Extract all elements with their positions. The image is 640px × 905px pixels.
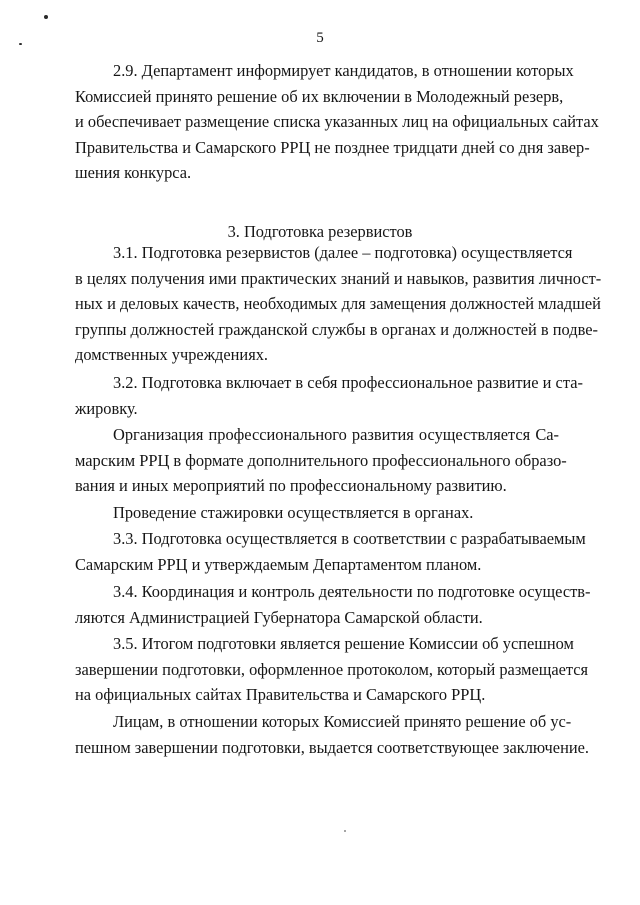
scan-speck	[44, 15, 48, 19]
text-line: 2.9. Департамент информирует кандидатов, в отношении которых	[113, 61, 574, 80]
paragraph-3-5	[75, 631, 589, 708]
text-line: в целях получения ими практических знаний и навыков, развития личност-	[75, 268, 602, 288]
scan-speck	[344, 830, 346, 832]
text-line: жировку.	[75, 398, 138, 418]
text-line: Проведение стажировки осуществляется в органах.	[113, 503, 474, 522]
text-line: домственных учреждениях.	[75, 345, 269, 365]
text-line: и обеспечивает размещение списка указанных лиц на официальных сайтах	[75, 112, 599, 132]
text-line: 3.3. Подготовка осуществляется в соответствии с разрабатываемым	[113, 529, 586, 548]
text-line: Комиссией принято решение об их включении в Молодежный резерв,	[75, 86, 564, 106]
text-line: пешном завершении подготовки, выдается соответствующее заключение.	[75, 737, 589, 757]
text-line: Правительства и Самарского РРЦ не позднее тридцати дней со дня завер-	[75, 137, 590, 157]
paragraph-3-2-internship	[75, 500, 559, 526]
text-line: ных и деловых качеств, необходимых для замещения должностей младшей	[75, 294, 601, 314]
paragraph-3-3	[75, 526, 586, 577]
text-line: 3.5. Итогом подготовки является решение Комиссии об успешном	[113, 634, 574, 653]
text-line: 3.1. Подготовка резервистов (далее – подготовка) осуществляется	[113, 243, 573, 262]
paragraph-final	[75, 709, 589, 760]
text-line: Организация профессионального развития осуществляется Са-	[113, 425, 559, 444]
text-line: завершении подготовки, оформленное протоколом, который размещается	[75, 659, 589, 679]
paragraph-3-4	[75, 579, 591, 630]
text-line: шения конкурса.	[75, 163, 192, 183]
text-line: марским РРЦ в формате дополнительного профессионального образо-	[75, 450, 567, 470]
text-line: группы должностей гражданской службы в органах и должностей в подве-	[75, 319, 598, 339]
page-number: 5	[316, 30, 324, 46]
text-line: ляются Администрацией Губернатора Самарской области.	[75, 607, 483, 627]
text-line: 3.2. Подготовка включает в себя профессиональное развитие и ста-	[113, 373, 583, 392]
text-line: вания и иных мероприятий по профессиональному развитию.	[75, 476, 507, 496]
text-line: 3.4. Координация и контроль деятельности по подготовке осуществ-	[113, 582, 591, 601]
paragraph-3-1	[75, 240, 602, 368]
paragraph-3-2-organization	[75, 422, 567, 499]
text-line: на официальных сайтах Правительства и Самарского РРЦ.	[75, 685, 486, 705]
paragraph-3-2	[75, 370, 583, 421]
section-3-heading: 3. Подготовка резервистов	[227, 222, 413, 241]
paragraph-2-9	[75, 58, 599, 186]
text-line: Лицам, в отношении которых Комиссией принято решение об ус-	[113, 712, 572, 731]
text-line: Самарским РРЦ и утверждаемым Департаментом планом.	[75, 554, 482, 574]
